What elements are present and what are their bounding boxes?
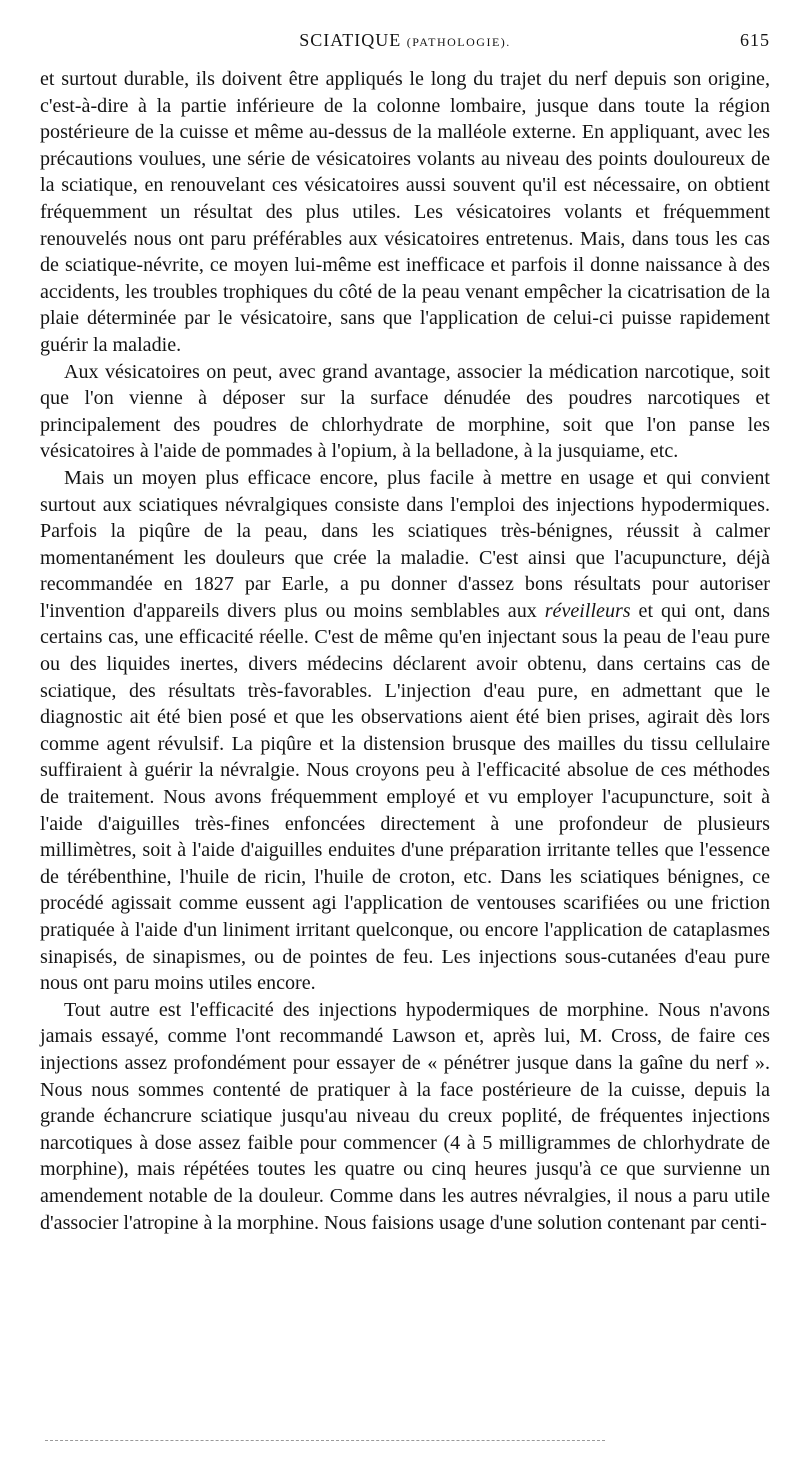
paragraph-3-part-2: et qui ont, dans certains cas, une efficacité réelle. C'est de même qu'en injectant sous la peau de l'eau pure ou des liquides inertes, divers médecins déclarent avoir obtenu, dans certains cas de sciatique, des résultats très-favorables. L'injection d'eau pure, en admettant que le diagnostic ait été bien posé et que les observations aient été bien prises, agirait dès lors comme agent révulsif. La piqûre et la distension brusque des mailles du tissu cellulaire suffiraient à guérir la névralgie. Nous croyons peu à l'efficacité absolue de ces méthodes de traitement. Nous avons fréquemment employé et vu employer l'acupuncture, soit à l'aide d'aiguilles très-fines enfoncées directement à une profondeur de plusieurs millimètres, soit à l'aide d'aiguilles enduites d'une préparation irritante telles que l'essence de térébenthine, l'huile de ricin, l'huile de croton, etc. Dans les sciatiques bénignes, ce procédé agissait comme eussent agi l'application de ventouses scarifiées ou une friction pratiquée à l'aide d'un liniment irritant quelconque, ou encore l'application de cataplasmes sinapisés, de sinapismes, ou de pointes de feu. Les injections sous-cutanées d'eau pure nous ont paru moins utiles encore.: [40, 599, 770, 995]
running-title-text: SCIATIQUE: [299, 30, 402, 50]
paragraph-4: Tout autre est l'efficacité des injections hypodermiques de morphine. Nous n'avons jamais essayé, comme l'ont recommandé Lawson et, après lui, M. Cross, de faire ces injections assez profondément pour essayer de « pénétrer jusque dans la gaîne du nerf ». Nous nous sommes contenté de pratiquer à la face postérieure de la cuisse, depuis la grande échancrure sciatique jusqu'au niveau du creux poplité, de fréquentes injections narcotiques à dose assez faible pour commencer (4 à 5 milligrammes de chlorhydrate de morphine), mais répétées toutes les quatre ou cinq heures jusqu'à ce que survienne un amendement notable de la douleur. Comme dans les autres névralgies, il nous a paru utile d'associer l'atropine à la morphine. Nous faisions usage d'une solution contenant par centi-: [40, 998, 770, 1234]
paragraph-2: Aux vésicatoires on peut, avec grand avantage, associer la médication narcotique, soit que l'on vienne à déposer sur la surface dénudée des poudres narcotiques et principalement des poudres de chlorhydrate de morphine, soit que l'on panse les vésicatoires à l'aide de pommades à l'opium, à la belladone, à la jusquiame, etc.: [40, 360, 770, 463]
emphasis-reveilleurs: réveilleurs: [544, 599, 631, 622]
book-page: [40, 30, 770, 1236]
paragraph-1: et surtout durable, ils doivent être appliqués le long du trajet du nerf depuis son origine, c'est-à-dire à la partie inférieure de la colonne lombaire, jusque dans toute la région postérieure de la cuisse et même au-dessus de la malléole externe. En appliquant, avec les précautions voulues, une série de vésicatoires volants au niveau des points douloureux de la sciatique, en renouvelant ces vésicatoires aussi souvent qu'il est nécessaire, on obtient fréquemment un résultat des plus utiles. Les vésicatoires volants et fréquemment renouvelés nous ont paru préférables aux vésicatoires entretenus. Mais, dans tous les cas de sciatique-névrite, ce moyen lui-même est inefficace et parfois il donne naissance à des accidents, les troubles trophiques du côté de la peau venant empêcher la cicatrisation de la plaie déterminée par le vésicatoire, sans que l'application de celui-ci puisse rapidement guérir la maladie.: [40, 68, 770, 356]
footer-rule: [45, 1440, 605, 1441]
paragraph-3: [40, 465, 770, 997]
running-title: [40, 30, 770, 51]
body-text: [40, 66, 770, 1236]
page-number: 615: [740, 30, 770, 50]
section-tag: (PATHOLOGIE).: [406, 35, 511, 49]
page-header: [40, 30, 770, 58]
paragraph-3-part-1: Mais un moyen plus efficace encore, plus facile à mettre en usage et qui convient surtout aux sciatiques névralgiques consiste dans l'emploi des injections hypodermiques. Parfois la piqûre de la peau, dans les sciatiques très-bénignes, réussit à calmer momentanément les douleurs que crée la maladie. C'est ainsi que l'acupuncture, déjà recommandée en 1827 par Earle, a pu donner d'assez bons résultats pour autoriser l'invention d'appareils divers plus ou moins semblables aux: [40, 466, 770, 622]
